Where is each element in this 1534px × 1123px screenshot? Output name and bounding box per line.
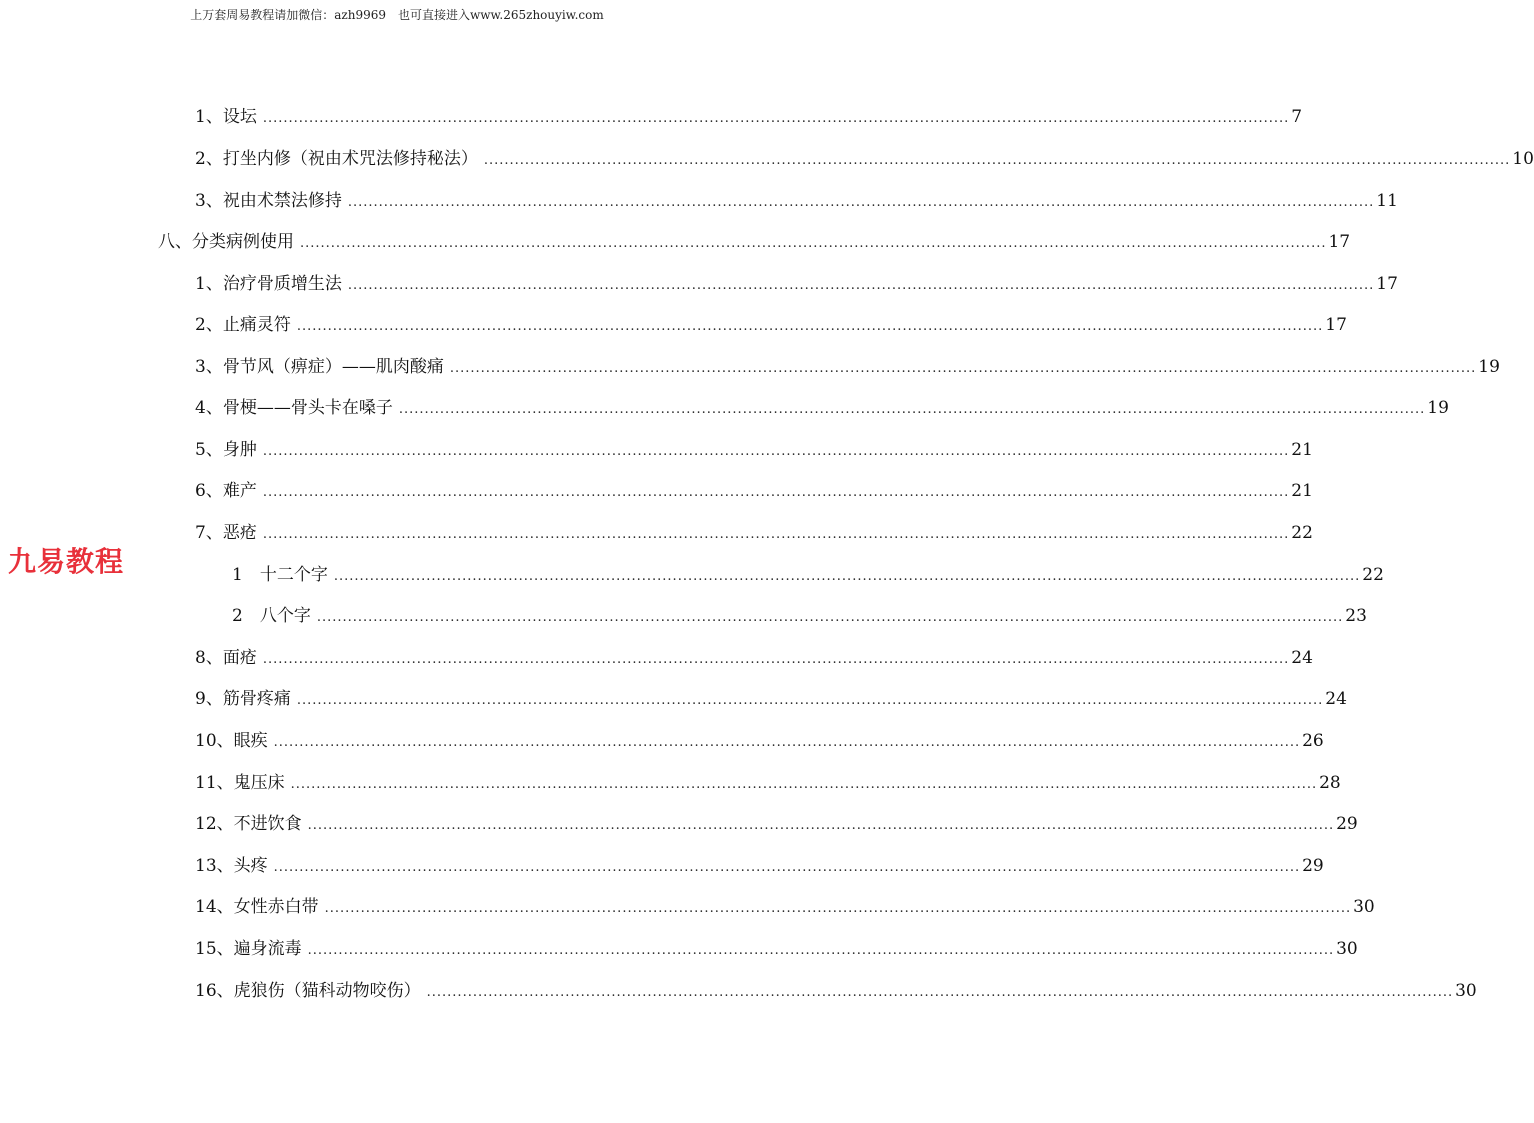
toc-leader-dots: ........................................................................................................................................................................................................ bbox=[300, 236, 1327, 251]
toc-entry[interactable] bbox=[195, 437, 1313, 463]
toc-entry[interactable] bbox=[195, 188, 1398, 214]
toc-entry-page: 17 bbox=[1328, 232, 1351, 252]
toc-leader-dots: ........................................................................................................................................................................................................ bbox=[262, 527, 1290, 542]
toc-entry-page: 29 bbox=[1302, 856, 1324, 876]
watermark-logo: 九易教程 bbox=[8, 545, 125, 578]
toc-entry-label: 7、恶疮 bbox=[195, 523, 257, 543]
toc-entry[interactable] bbox=[195, 770, 1341, 796]
toc-entry[interactable] bbox=[232, 603, 1367, 629]
toc-entry-page: 17 bbox=[1325, 315, 1347, 335]
toc-leader-dots: ........................................................................................................................................................................................................ bbox=[262, 652, 1290, 667]
toc-entry-label: 3、骨节风（痹症）——肌肉酸痛 bbox=[195, 357, 444, 377]
toc-entry-label: 2 八个字 bbox=[232, 606, 311, 626]
toc-entry[interactable] bbox=[232, 562, 1384, 588]
toc-entry-page: 19 bbox=[1427, 398, 1449, 418]
toc-leader-dots: ........................................................................................................................................................................................................ bbox=[262, 485, 1290, 500]
toc-entry-page: 22 bbox=[1362, 565, 1384, 585]
toc-leader-dots: ........................................................................................................................................................................................................ bbox=[273, 735, 1301, 750]
toc-entry-page: 7 bbox=[1291, 107, 1303, 127]
toc-entry[interactable] bbox=[195, 853, 1324, 879]
toc-entry[interactable] bbox=[195, 894, 1375, 920]
toc-entry-label: 8、面疮 bbox=[195, 648, 257, 668]
toc-leader-dots: ........................................................................................................................................................................................................ bbox=[262, 444, 1290, 459]
toc-leader-dots: ........................................................................................................................................................................................................ bbox=[296, 319, 1324, 334]
toc-entry-page: 11 bbox=[1376, 191, 1398, 211]
toc-entry-page: 30 bbox=[1336, 939, 1358, 959]
toc-entry[interactable] bbox=[195, 312, 1347, 338]
toc-entry-label: 16、虎狼伤（猫科动物咬伤） bbox=[195, 981, 421, 1001]
toc-leader-dots: ........................................................................................................................................................................................................ bbox=[296, 693, 1324, 708]
toc-leader-dots: ........................................................................................................................................................................................................ bbox=[426, 985, 1454, 1000]
toc-entry-label: 14、女性赤白带 bbox=[195, 897, 319, 917]
toc-leader-dots: ........................................................................................................................................................................................................ bbox=[290, 777, 1318, 792]
toc-entry-label: 2、止痛灵符 bbox=[195, 315, 291, 335]
toc-entry[interactable] bbox=[195, 978, 1477, 1004]
toc-entry-page: 26 bbox=[1302, 731, 1324, 751]
toc-leader-dots: ........................................................................................................................................................................................................ bbox=[449, 361, 1477, 376]
toc-entry-page: 24 bbox=[1291, 648, 1313, 668]
toc-entry[interactable] bbox=[195, 395, 1449, 421]
toc-entry[interactable] bbox=[195, 645, 1313, 671]
toc-entry-page: 21 bbox=[1291, 481, 1313, 501]
toc-entry[interactable] bbox=[195, 271, 1398, 297]
toc-entry-page: 24 bbox=[1325, 689, 1347, 709]
toc-entry-label: 12、不进饮食 bbox=[195, 814, 302, 834]
toc-entry-label: 1、设坛 bbox=[195, 107, 257, 127]
toc-entry-label: 9、筋骨疼痛 bbox=[195, 689, 291, 709]
toc-entry-page: 19 bbox=[1478, 357, 1500, 377]
toc-entry-label: 1 十二个字 bbox=[232, 565, 328, 585]
toc-entry-label: 11、鬼压床 bbox=[195, 773, 285, 793]
toc-leader-dots: ........................................................................................................................................................................................................ bbox=[307, 818, 1335, 833]
toc-entry-label: 1、治疗骨质增生法 bbox=[195, 274, 342, 294]
toc-entry-label: 6、难产 bbox=[195, 481, 257, 501]
toc-entry-page: 10 bbox=[1512, 149, 1534, 169]
toc-entry-page: 30 bbox=[1455, 981, 1477, 1001]
toc-entry-page: 22 bbox=[1291, 523, 1313, 543]
toc-leader-dots: ........................................................................................................................................................................................................ bbox=[324, 901, 1352, 916]
toc-leader-dots: ........................................................................................................................................................................................................ bbox=[398, 402, 1426, 417]
toc-leader-dots: ........................................................................................................................................................................................................ bbox=[347, 195, 1375, 210]
toc-entry[interactable] bbox=[195, 686, 1347, 712]
toc-entry-label: 15、遍身流毒 bbox=[195, 939, 302, 959]
toc-entry-page: 21 bbox=[1291, 440, 1313, 460]
toc-leader-dots: ........................................................................................................................................................................................................ bbox=[262, 111, 1290, 126]
toc-entry-label: 2、打坐内修（祝由术咒法修持秘法） bbox=[195, 149, 478, 169]
toc-entry[interactable] bbox=[195, 478, 1313, 504]
toc-entry-page: 23 bbox=[1345, 606, 1367, 626]
toc-entry-label: 13、头疼 bbox=[195, 856, 268, 876]
toc-leader-dots: ........................................................................................................................................................................................................ bbox=[333, 569, 1361, 584]
toc-entry-page: 29 bbox=[1336, 814, 1358, 834]
toc-leader-dots: ........................................................................................................................................................................................................ bbox=[316, 610, 1344, 625]
toc-entry[interactable] bbox=[195, 146, 1534, 172]
toc-entry[interactable] bbox=[195, 354, 1500, 380]
toc-leader-dots: ........................................................................................................................................................................................................ bbox=[347, 278, 1375, 293]
toc-entry-label: 3、祝由术禁法修持 bbox=[195, 191, 342, 211]
toc-entry[interactable] bbox=[195, 728, 1324, 754]
toc-entry[interactable] bbox=[195, 520, 1313, 546]
toc-leader-dots: ........................................................................................................................................................................................................ bbox=[483, 153, 1511, 168]
toc-entry[interactable] bbox=[158, 229, 1351, 255]
toc-entry-label: 10、眼疾 bbox=[195, 731, 268, 751]
toc-entry[interactable] bbox=[195, 104, 1303, 130]
page-header: 上万套周易教程请加微信：azh9969 也可直接进入www.265zhouyiw.com bbox=[190, 8, 604, 22]
toc-entry-label: 4、骨梗——骨头卡在嗓子 bbox=[195, 398, 393, 418]
toc-entry[interactable] bbox=[195, 811, 1358, 837]
toc-entry-page: 28 bbox=[1319, 773, 1341, 793]
toc-entry-label: 5、身肿 bbox=[195, 440, 257, 460]
toc-entry-page: 30 bbox=[1353, 897, 1375, 917]
toc-entry-page: 17 bbox=[1376, 274, 1398, 294]
toc-entry-label: 八、分类病例使用 bbox=[158, 232, 294, 252]
toc-entry[interactable] bbox=[195, 936, 1358, 962]
toc-leader-dots: ........................................................................................................................................................................................................ bbox=[273, 860, 1301, 875]
toc-leader-dots: ........................................................................................................................................................................................................ bbox=[307, 943, 1335, 958]
